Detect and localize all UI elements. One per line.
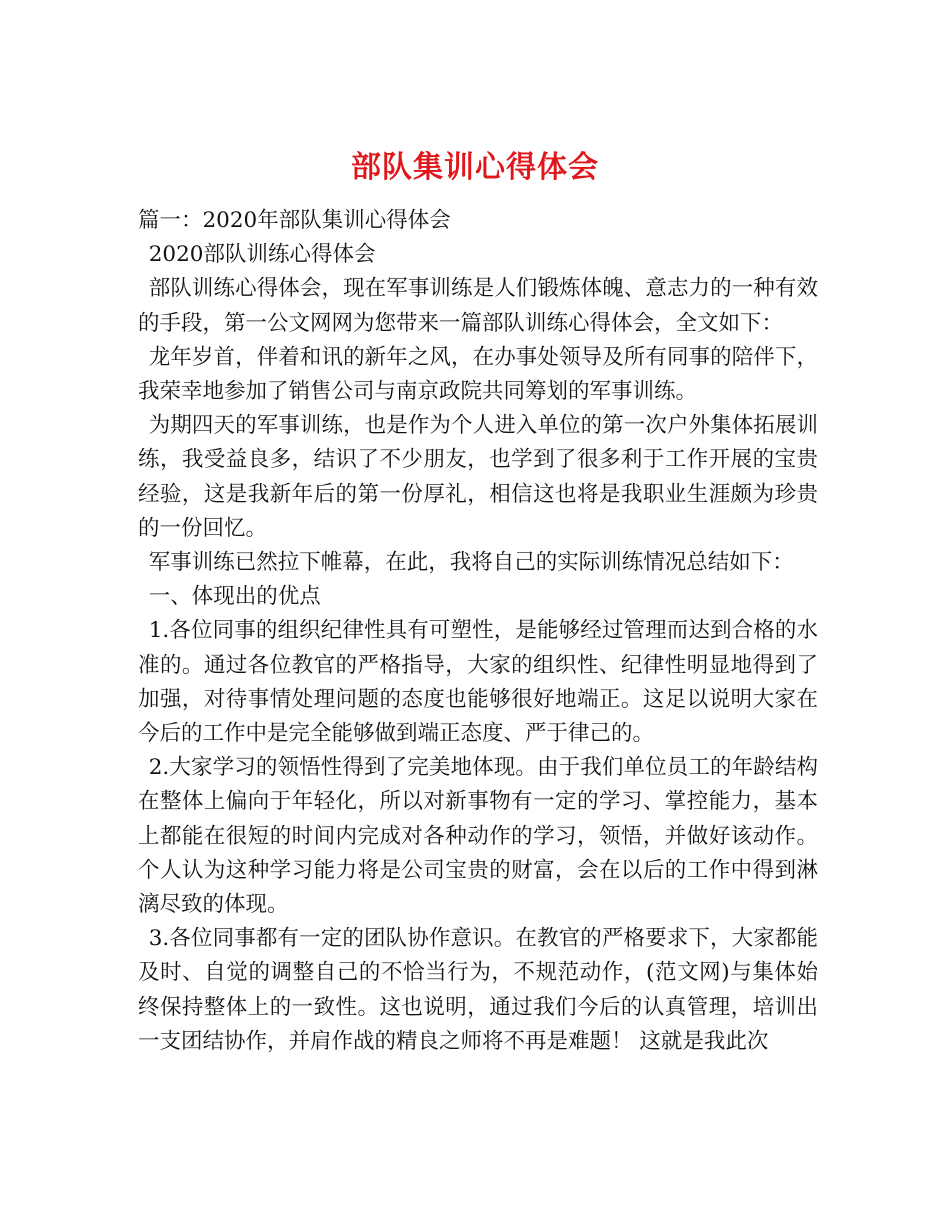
paragraph: 为期四天的军事训练，也是作为个人进入单位的第一次户外集体拓展训练，我受益良多，结识了不少朋友，也学到了很多利于工作开展的宝贵经验，这是我新年后的第一份厚礼，相信这也将是我职业生涯颇为珍贵的一份回忆。 — [138, 413, 818, 541]
document-body — [138, 204, 818, 1059]
paragraph: 部队训练心得体会，现在军事训练是人们锻炼体魄、意志力的一种有效的手段，第一公文网网为您带来一篇部队训练心得体会，全文如下： — [138, 276, 818, 336]
paragraph: 龙年岁首，伴着和讯的新年之风，在办事处领导及所有同事的陪伴下，我荣幸地参加了销售公司与南京政院共同筹划的军事训练。 — [138, 344, 818, 405]
paragraph: 2020部队训练心得体会 — [148, 242, 376, 268]
paragraph: 3.各位同事都有一定的团队协作意识。在教官的严格要求下，大家都能及时、自觉的调整自己的不恰当行为，不规范动作，(范文网)与集体始终保持整体上的一致性。这也说明，通过我们今后的认真管理，培训出一支团结协作，并肩作战的精良之师将不再是难题！ 这就是我此次 — [138, 926, 818, 1054]
paragraph: 一、体现出的优点 — [148, 584, 321, 610]
paragraph: 篇一：2020年部队集训心得体会 — [138, 208, 451, 233]
paragraph: 1.各位同事的组织纪律性具有可塑性，是能够经过管理而达到合格的水准的。通过各位教官的严格指导，大家的组织性、纪律性明显地得到了加强，对待事情处理问题的态度也能够很好地端正。这足以说明大家在今后的工作中是完全能够做到端正态度、严于律己的。 — [138, 618, 818, 747]
paragraph: 军事训练已然拉下帷幕，在此，我将自己的实际训练情况总结如下： — [148, 550, 794, 576]
document-title: 部队集训心得体会 — [351, 150, 599, 186]
paragraph: 2.大家学习的领悟性得到了完美地体现。由于我们单位员工的年龄结构在整体上偏向于年轻化，所以对新事物有一定的学习、掌控能力，基本上都能在很短的时间内完成对各种动作的学习，领悟，并做好该动作。个人认为这种学习能力将是公司宝贵的财富，会在以后的工作中得到淋漓尽致的体现。 — [138, 755, 818, 918]
